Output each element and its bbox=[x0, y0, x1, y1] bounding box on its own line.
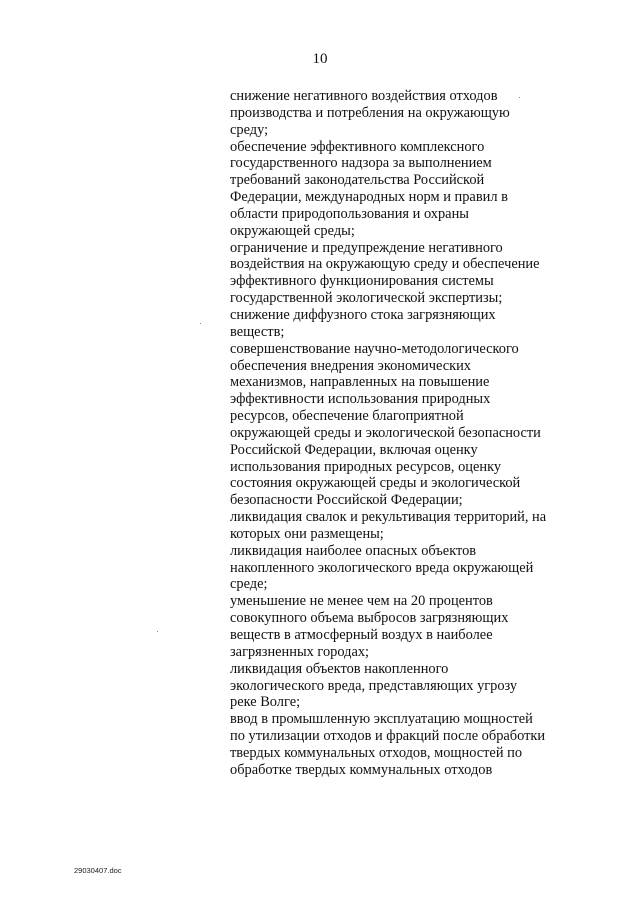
text-line: безопасности Российской Федерации; bbox=[230, 492, 463, 509]
page-number: 10 bbox=[312, 51, 328, 67]
text-line: по утилизации отходов и фракций после обработки bbox=[230, 728, 546, 745]
text-line: воздействия на окружающую среду и обеспечение bbox=[230, 256, 540, 273]
text-line: требований законодательства Российской bbox=[230, 172, 485, 189]
text-line: среде; bbox=[230, 576, 268, 593]
text-line: среду; bbox=[230, 121, 269, 138]
text-line: эффективности использования природных bbox=[230, 391, 491, 408]
text-line: государственной экологической экспертизы; bbox=[230, 290, 503, 307]
text-line: реке Волге; bbox=[230, 694, 301, 711]
text-line: снижение диффузного стока загрязняющих bbox=[230, 306, 496, 323]
text-line: окружающей среды; bbox=[230, 222, 355, 239]
text-line: Российской Федерации, включая оценку bbox=[230, 441, 478, 458]
text-line: совершенствование научно-методологического bbox=[230, 340, 519, 357]
text-line: твердых коммунальных отходов, мощностей по bbox=[230, 744, 523, 761]
text-line: механизмов, направленных на повышение bbox=[230, 374, 490, 391]
text-line: государственного надзора за выполнением bbox=[230, 155, 492, 172]
text-line: производства и потребления на окружающую bbox=[230, 104, 510, 121]
scan-speck bbox=[200, 323, 201, 324]
scan-speck bbox=[157, 631, 158, 632]
text-line: обработке твердых коммунальных отходов bbox=[230, 761, 493, 778]
text-line: совокупного объема выбросов загрязняющих bbox=[230, 610, 509, 627]
text-line: которых они размещены; bbox=[230, 525, 384, 542]
text-line: ограничение и предупреждение негативного bbox=[230, 239, 503, 256]
text-line: накопленного экологического вреда окружающей bbox=[230, 559, 534, 576]
text-line: ликвидация объектов накопленного bbox=[230, 660, 449, 677]
text-line: ввод в промышленную эксплуатацию мощностей bbox=[230, 711, 533, 728]
text-line: ликвидация наиболее опасных объектов bbox=[230, 542, 477, 559]
text-line: обеспечения внедрения экономических bbox=[230, 357, 471, 374]
text-line: обеспечение эффективного комплексного bbox=[230, 138, 485, 155]
text-line: Федерации, международных норм и правил в bbox=[230, 189, 508, 206]
text-line: ликвидация свалок и рекультивация территорий, на bbox=[230, 509, 547, 526]
text-line: области природопользования и охраны bbox=[230, 205, 469, 222]
text-line: экологического вреда, представляющих угрозу bbox=[230, 677, 518, 694]
text-line: веществ в атмосферный воздух в наиболее bbox=[230, 627, 493, 643]
text-line: веществ; bbox=[230, 323, 285, 340]
text-line: снижение негативного воздействия отходов bbox=[230, 88, 498, 104]
text-line: эффективного функционирования системы bbox=[230, 273, 494, 290]
text-line: загрязненных городах; bbox=[230, 643, 370, 660]
text-line: использования природных ресурсов, оценку bbox=[230, 458, 502, 475]
text-line: уменьшение не менее чем на 20 процентов bbox=[230, 593, 493, 610]
footer-filename: 29030407.doc bbox=[74, 866, 122, 875]
body-text bbox=[230, 88, 575, 779]
text-line: состояния окружающей среды и экологической bbox=[230, 475, 521, 492]
text-line: ресурсов, обеспечение благоприятной bbox=[230, 408, 464, 425]
scan-speck bbox=[519, 97, 520, 98]
text-line: окружающей среды и экологической безопасности bbox=[230, 424, 541, 441]
